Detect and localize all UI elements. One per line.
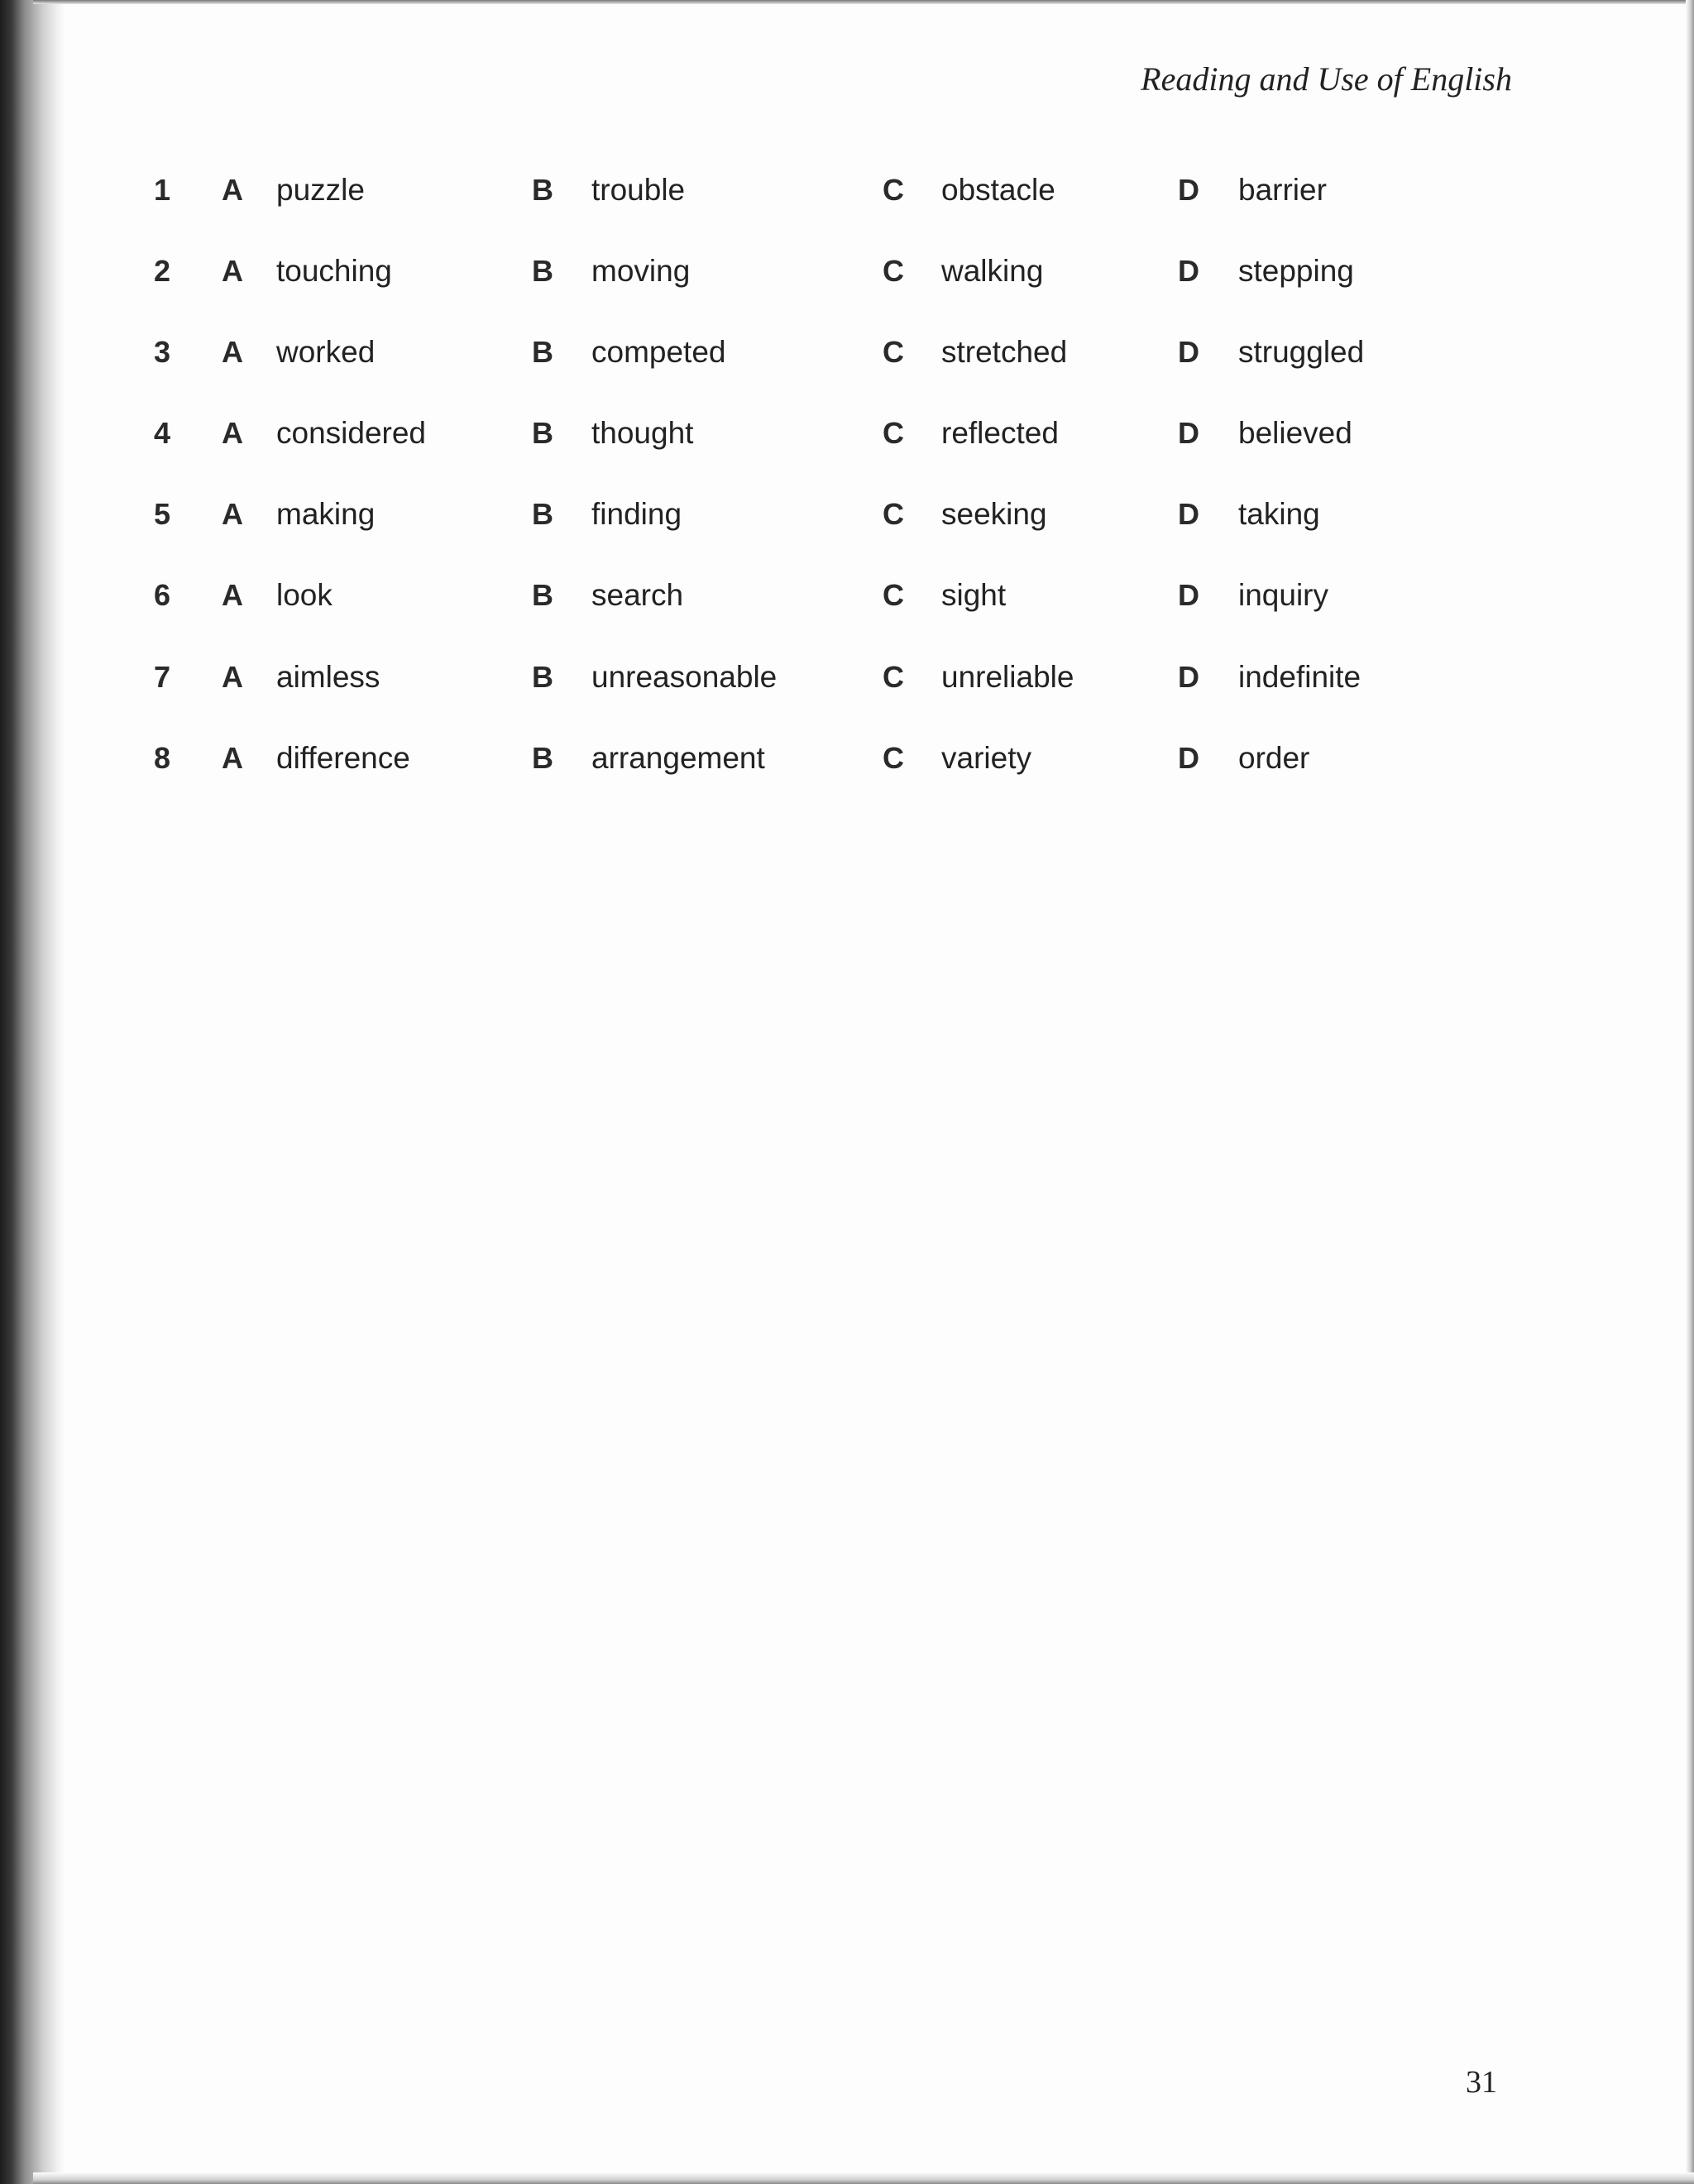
option-letter-c: C bbox=[883, 660, 904, 694]
option-letter-c: C bbox=[883, 335, 904, 369]
option-text-d: taking bbox=[1238, 497, 1320, 531]
option-letter-c: C bbox=[883, 578, 904, 612]
option-letter-b: B bbox=[532, 335, 553, 369]
option-text-c: obstacle bbox=[941, 173, 1055, 207]
option-letter-a: A bbox=[222, 335, 243, 369]
question-row bbox=[0, 571, 1694, 620]
option-letter-d: D bbox=[1178, 416, 1199, 450]
option-letter-a: A bbox=[222, 497, 243, 531]
option-text-a: worked bbox=[276, 335, 376, 369]
option-text-a: touching bbox=[276, 254, 392, 288]
question-row bbox=[0, 490, 1694, 539]
option-text-c: walking bbox=[941, 254, 1044, 288]
option-text-d: order bbox=[1238, 741, 1310, 775]
question-number: 2 bbox=[154, 254, 171, 288]
option-text-b: moving bbox=[591, 254, 691, 288]
option-letter-b: B bbox=[532, 660, 553, 694]
option-text-d: believed bbox=[1238, 416, 1352, 450]
option-letter-c: C bbox=[883, 497, 904, 531]
option-letter-b: B bbox=[532, 741, 553, 775]
option-text-b: thought bbox=[591, 416, 694, 450]
question-number: 3 bbox=[154, 335, 171, 369]
option-text-b: arrangement bbox=[591, 741, 765, 775]
question-number: 1 bbox=[154, 173, 171, 207]
option-letter-d: D bbox=[1178, 741, 1199, 775]
page-top-edge bbox=[33, 0, 1694, 4]
option-text-a: puzzle bbox=[276, 173, 365, 207]
option-letter-c: C bbox=[883, 416, 904, 450]
option-text-c: reflected bbox=[941, 416, 1059, 450]
option-text-d: inquiry bbox=[1238, 578, 1328, 612]
option-letter-b: B bbox=[532, 416, 553, 450]
option-letter-b: B bbox=[532, 497, 553, 531]
option-letter-a: A bbox=[222, 578, 243, 612]
option-text-b: unreasonable bbox=[591, 660, 778, 694]
option-text-c: stretched bbox=[941, 335, 1068, 369]
option-letter-a: A bbox=[222, 660, 243, 694]
option-text-b: finding bbox=[591, 497, 682, 531]
option-text-b: search bbox=[591, 578, 684, 612]
question-row bbox=[0, 734, 1694, 783]
option-text-a: look bbox=[276, 578, 333, 612]
option-text-c: variety bbox=[941, 741, 1031, 775]
option-letter-d: D bbox=[1178, 335, 1199, 369]
question-number: 8 bbox=[154, 741, 171, 775]
page-number: 31 bbox=[1466, 2065, 1497, 2100]
option-text-a: aimless bbox=[276, 660, 380, 694]
option-letter-d: D bbox=[1178, 660, 1199, 694]
option-letter-d: D bbox=[1178, 173, 1199, 207]
option-letter-a: A bbox=[222, 416, 243, 450]
option-text-a: making bbox=[276, 497, 376, 531]
option-letter-a: A bbox=[222, 254, 243, 288]
option-letter-c: C bbox=[883, 741, 904, 775]
question-row bbox=[0, 652, 1694, 702]
option-letter-a: A bbox=[222, 741, 243, 775]
option-letter-b: B bbox=[532, 173, 553, 207]
option-letter-d: D bbox=[1178, 578, 1199, 612]
option-letter-a: A bbox=[222, 173, 243, 207]
question-row bbox=[0, 246, 1694, 296]
question-row bbox=[0, 327, 1694, 377]
option-text-d: barrier bbox=[1238, 173, 1327, 207]
option-text-c: unreliable bbox=[941, 660, 1074, 694]
option-letter-b: B bbox=[532, 254, 553, 288]
option-text-b: competed bbox=[591, 335, 726, 369]
question-number: 4 bbox=[154, 416, 171, 450]
page-bottom-edge bbox=[33, 2172, 1694, 2184]
option-letter-b: B bbox=[532, 578, 553, 612]
question-number: 7 bbox=[154, 660, 171, 694]
option-text-d: indefinite bbox=[1238, 660, 1361, 694]
option-letter-c: C bbox=[883, 254, 904, 288]
question-row bbox=[0, 409, 1694, 458]
option-text-d: stepping bbox=[1238, 254, 1354, 288]
option-letter-d: D bbox=[1178, 254, 1199, 288]
question-number: 5 bbox=[154, 497, 171, 531]
option-text-a: considered bbox=[276, 416, 427, 450]
question-row bbox=[0, 165, 1694, 215]
option-letter-d: D bbox=[1178, 497, 1199, 531]
option-text-d: struggled bbox=[1238, 335, 1365, 369]
option-letter-c: C bbox=[883, 173, 904, 207]
option-text-c: sight bbox=[941, 578, 1007, 612]
question-number: 6 bbox=[154, 578, 171, 612]
running-head: Reading and Use of English bbox=[1141, 60, 1512, 98]
option-text-a: difference bbox=[276, 741, 410, 775]
option-text-c: seeking bbox=[941, 497, 1047, 531]
option-text-b: trouble bbox=[591, 173, 686, 207]
